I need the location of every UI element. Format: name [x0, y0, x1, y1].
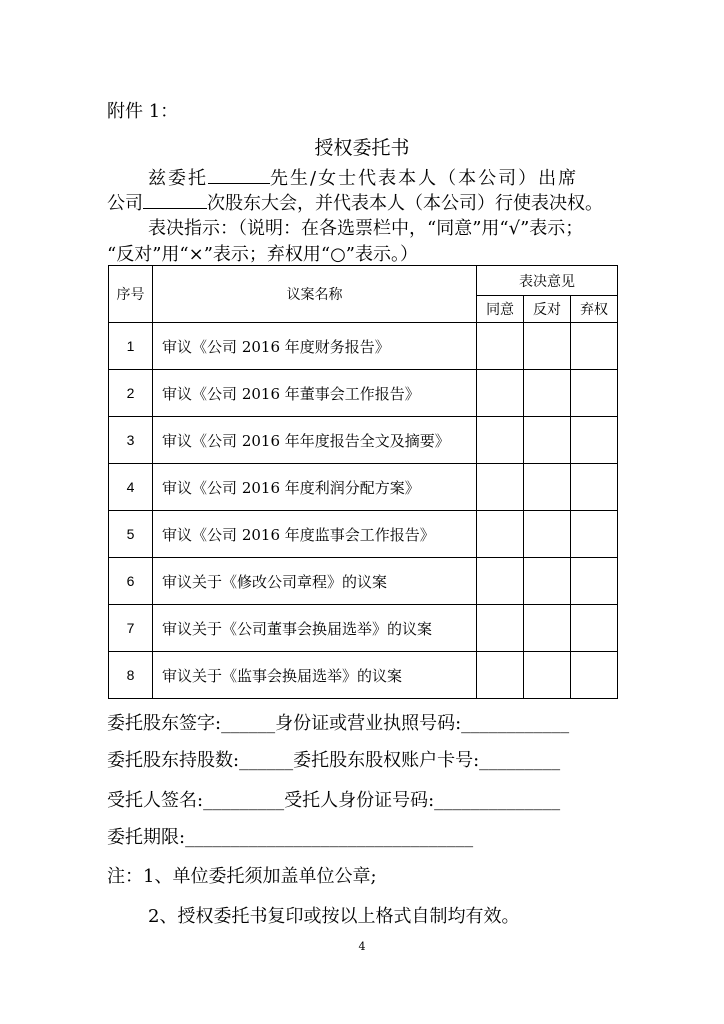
agree-header: 同意: [477, 296, 524, 323]
abstain-cell[interactable]: [571, 417, 618, 464]
agree-cell[interactable]: [477, 511, 524, 558]
intro-line-3: 表决指示：（说明：在各选票栏中，“同意”用“√”表示；: [148, 218, 584, 239]
share-count-label: 委托股东持股数:: [107, 750, 240, 771]
table-row: [109, 558, 618, 605]
abstain-cell[interactable]: [571, 605, 618, 652]
term-blank[interactable]: ________________________________: [185, 827, 474, 848]
proposal-name: 审议《公司 2016 年年度报告全文及摘要》: [153, 417, 477, 464]
intro-l1-suffix: 先生/女士代表本人（本公司）出席: [270, 168, 579, 189]
shareholder-signature-blank[interactable]: ______: [221, 713, 276, 734]
abstain-cell[interactable]: [571, 323, 618, 370]
proposal-name: 审议关于《修改公司章程》的议案: [153, 558, 477, 605]
row-number: 6: [109, 558, 153, 605]
abstain-header: 弃权: [571, 296, 618, 323]
row-number: 5: [109, 511, 153, 558]
oppose-cell[interactable]: [524, 652, 571, 699]
account-card-label: 委托股东股权账户卡号:: [293, 750, 480, 771]
agree-cell[interactable]: [477, 558, 524, 605]
proposal-name: 审议《公司 2016 年度利润分配方案》: [153, 464, 477, 511]
oppose-cell[interactable]: [524, 464, 571, 511]
attachment-label: 附件 1：: [107, 101, 179, 122]
abstain-cell[interactable]: [571, 511, 618, 558]
seq-header: 序号: [109, 266, 153, 323]
abstain-cell[interactable]: [571, 370, 618, 417]
signature-line-4: [107, 823, 473, 849]
delegate-name-blank[interactable]: [208, 165, 270, 184]
proposal-name: 审议关于《公司董事会换届选举》的议案: [153, 605, 477, 652]
row-number: 7: [109, 605, 153, 652]
table-row: [109, 511, 618, 558]
share-count-blank[interactable]: ______: [239, 750, 294, 771]
proposal-name: 审议《公司 2016 年度财务报告》: [153, 323, 477, 370]
intro-l1-prefix: 兹委托: [148, 168, 208, 189]
oppose-cell[interactable]: [524, 558, 571, 605]
intro-l2-suffix: 次股东大会，并代表本人（本公司）行使表决权。: [207, 193, 603, 214]
abstain-cell[interactable]: [571, 464, 618, 511]
row-number: 1: [109, 323, 153, 370]
term-label: 委托期限:: [107, 827, 186, 848]
abstain-cell[interactable]: [571, 558, 618, 605]
signature-line-2: [107, 746, 560, 772]
oppose-cell[interactable]: [524, 511, 571, 558]
account-card-blank[interactable]: _________: [479, 750, 561, 771]
agree-cell[interactable]: [477, 323, 524, 370]
oppose-cell[interactable]: [524, 605, 571, 652]
note-1: 注：1、单位委托须加盖单位公章;: [107, 866, 377, 887]
proxy-id-label: 受托人身份证号码:: [284, 790, 435, 811]
agree-cell[interactable]: [477, 370, 524, 417]
proxy-id-blank[interactable]: ______________: [434, 790, 561, 811]
id-number-blank[interactable]: ____________: [461, 713, 570, 734]
oppose-cell[interactable]: [524, 417, 571, 464]
id-number-label: 身份证或营业执照号码:: [275, 713, 462, 734]
oppose-cell[interactable]: [524, 370, 571, 417]
row-number: 8: [109, 652, 153, 699]
voting-table: [108, 265, 618, 699]
intro-line-1: [148, 164, 578, 190]
signature-line-3: [107, 786, 560, 812]
document-title: 授权委托书: [314, 137, 410, 159]
row-number: 4: [109, 464, 153, 511]
shareholder-signature-label: 委托股东签字:: [107, 713, 222, 734]
opinion-header: 表决意见: [477, 266, 618, 296]
proposal-name: 审议《公司 2016 年度监事会工作报告》: [153, 511, 477, 558]
row-number: 3: [109, 417, 153, 464]
note-2: 2、授权委托书复印或按以上格式自制均有效。: [148, 906, 520, 927]
intro-line-4: “反对”用“×”表示；弃权用“○”表示。）: [107, 244, 418, 265]
name-header: 议案名称: [153, 266, 477, 323]
page-number: 4: [358, 940, 366, 953]
agree-cell[interactable]: [477, 464, 524, 511]
row-number: 2: [109, 370, 153, 417]
table-row: [109, 323, 618, 370]
proxy-signature-blank[interactable]: _________: [203, 790, 285, 811]
signature-line-1: [107, 709, 569, 735]
proposal-name: 审议关于《监事会换届选举》的议案: [153, 652, 477, 699]
agree-cell[interactable]: [477, 652, 524, 699]
oppose-header: 反对: [524, 296, 571, 323]
table-row: [109, 464, 618, 511]
table-row: [109, 417, 618, 464]
proxy-signature-label: 受托人签名:: [107, 790, 204, 811]
table-row: [109, 370, 618, 417]
agree-cell[interactable]: [477, 605, 524, 652]
agree-cell[interactable]: [477, 417, 524, 464]
proposal-name: 审议《公司 2016 年董事会工作报告》: [153, 370, 477, 417]
intro-line-2: [107, 189, 603, 215]
meeting-number-blank[interactable]: [143, 190, 207, 209]
table-row: [109, 652, 618, 699]
intro-l2-prefix: 公司: [107, 193, 143, 214]
abstain-cell[interactable]: [571, 652, 618, 699]
oppose-cell[interactable]: [524, 323, 571, 370]
table-row: [109, 605, 618, 652]
